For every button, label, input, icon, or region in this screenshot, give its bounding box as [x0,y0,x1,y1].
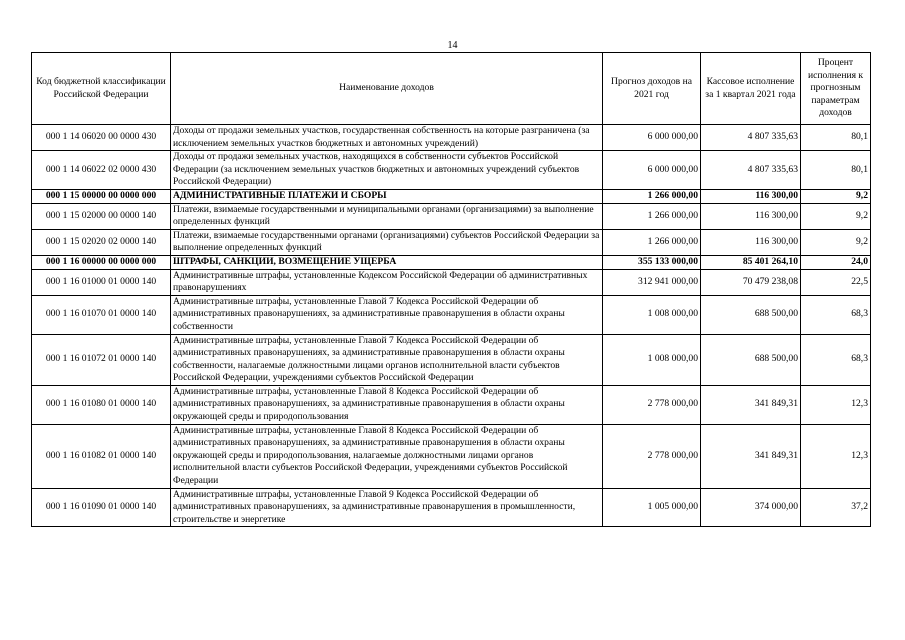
cell-execution: 116 300,00 [701,229,801,255]
revenue-table [31,52,871,527]
cell-execution: 688 500,00 [701,334,801,385]
table-row [32,151,871,190]
cell-forecast: 355 133 000,00 [603,255,701,269]
cell-name: Доходы от продажи земельных участков, государственная собственность на которые разграничена (за исключением земельных участков бюджетных и автономных учреждений) [171,125,603,151]
cell-forecast: 1 008 000,00 [603,334,701,385]
cell-name: ШТРАФЫ, САНКЦИИ, ВОЗМЕЩЕНИЕ УЩЕРБА [171,255,603,269]
cell-name: Доходы от продажи земельных участков, находящихся в собственности субъектов Российской Федерации (за исключением земельных участков бюджетных и автономных учреждений субъектов Российской Федерации) [171,151,603,190]
cell-forecast: 1 266 000,00 [603,189,701,203]
cell-name: АДМИНИСТРАТИВНЫЕ ПЛАТЕЖИ И СБОРЫ [171,189,603,203]
page-number: 14 [447,40,458,51]
cell-code: 000 1 14 06022 02 0000 430 [32,151,171,190]
cell-execution: 116 300,00 [701,203,801,229]
cell-code: 000 1 16 01070 01 0000 140 [32,295,171,334]
table-header-row [32,53,871,125]
cell-execution: 4 807 335,63 [701,125,801,151]
cell-percent: 9,2 [801,203,871,229]
cell-code: 000 1 16 01000 01 0000 140 [32,269,171,295]
cell-name: Платежи, взимаемые государственными и муниципальными органами (организациями) за выполнение определенных функций [171,203,603,229]
table-row [32,229,871,255]
cell-percent: 68,3 [801,334,871,385]
table-row [32,269,871,295]
table-row [32,424,871,488]
header-percent: Процент исполнения к прогнозным параметрам доходов [801,53,871,125]
cell-forecast: 1 005 000,00 [603,488,701,527]
cell-execution: 116 300,00 [701,189,801,203]
cell-forecast: 1 266 000,00 [603,229,701,255]
cell-code: 000 1 15 02000 00 0000 140 [32,203,171,229]
cell-code: 000 1 15 00000 00 0000 000 [32,189,171,203]
cell-percent: 22,5 [801,269,871,295]
table-row [32,189,871,203]
cell-code: 000 1 16 00000 00 0000 000 [32,255,171,269]
cell-percent: 12,3 [801,424,871,488]
cell-code: 000 1 14 06020 00 0000 430 [32,125,171,151]
cell-name: Административные штрафы, установленные Главой 8 Кодекса Российской Федерации об административных правонарушениях, за административные правонарушения в области охраны окружающей среды и природопользования [171,385,603,424]
cell-execution: 374 000,00 [701,488,801,527]
table-body [32,125,871,527]
table-row [32,255,871,269]
cell-percent: 9,2 [801,189,871,203]
cell-forecast: 312 941 000,00 [603,269,701,295]
header-name: Наименование доходов [171,53,603,125]
cell-forecast: 1 266 000,00 [603,203,701,229]
table-row [32,488,871,527]
cell-percent: 37,2 [801,488,871,527]
table-row [32,295,871,334]
cell-code: 000 1 16 01072 01 0000 140 [32,334,171,385]
cell-execution: 688 500,00 [701,295,801,334]
table-row [32,203,871,229]
cell-code: 000 1 16 01080 01 0000 140 [32,385,171,424]
cell-execution: 4 807 335,63 [701,151,801,190]
cell-forecast: 2 778 000,00 [603,385,701,424]
cell-name: Административные штрафы, установленные Кодексом Российской Федерации об административных правонарушениях [171,269,603,295]
cell-name: Административные штрафы, установленные Главой 7 Кодекса Российской Федерации об административных правонарушениях, за административные правонарушения в области охраны собственности [171,295,603,334]
cell-percent: 68,3 [801,295,871,334]
cell-name: Платежи, взимаемые государственными органами (организациями) субъектов Российской Федерации за выполнение определенных функций [171,229,603,255]
cell-percent: 80,1 [801,151,871,190]
cell-name: Административные штрафы, установленные Главой 8 Кодекса Российской Федерации об административных правонарушениях, за административные правонарушения в области охраны окружающей среды и природопользования, налагаемые должностными лицами органов исполнительной власти субъектов Российской Федерации, учреждениями субъектов Российской Федерации [171,424,603,488]
cell-percent: 80,1 [801,125,871,151]
cell-execution: 341 849,31 [701,385,801,424]
cell-code: 000 1 16 01082 01 0000 140 [32,424,171,488]
table-row [32,385,871,424]
cell-name: Административные штрафы, установленные Главой 7 Кодекса Российской Федерации об административных правонарушениях, за административные правонарушения в области охраны собственности, налагаемые должностными лицами органов исполнительной власти субъектов Российской Федерации, учреждениями субъектов Российской Федерации [171,334,603,385]
cell-execution: 70 479 238,08 [701,269,801,295]
cell-percent: 9,2 [801,229,871,255]
cell-forecast: 6 000 000,00 [603,125,701,151]
cell-code: 000 1 15 02020 02 0000 140 [32,229,171,255]
header-code: Код бюджетной классификации Российской Федерации [32,53,171,125]
cell-percent: 12,3 [801,385,871,424]
header-forecast: Прогноз доходов на 2021 год [603,53,701,125]
cell-execution: 85 401 264,10 [701,255,801,269]
table-row [32,125,871,151]
header-execution: Кассовое исполнение за 1 квартал 2021 года [701,53,801,125]
cell-forecast: 1 008 000,00 [603,295,701,334]
cell-code: 000 1 16 01090 01 0000 140 [32,488,171,527]
cell-forecast: 2 778 000,00 [603,424,701,488]
cell-execution: 341 849,31 [701,424,801,488]
cell-percent: 24,0 [801,255,871,269]
table-row [32,334,871,385]
cell-forecast: 6 000 000,00 [603,151,701,190]
cell-name: Административные штрафы, установленные Главой 9 Кодекса Российской Федерации об административных правонарушениях, за административные правонарушения в промышленности, строительстве и энергетике [171,488,603,527]
